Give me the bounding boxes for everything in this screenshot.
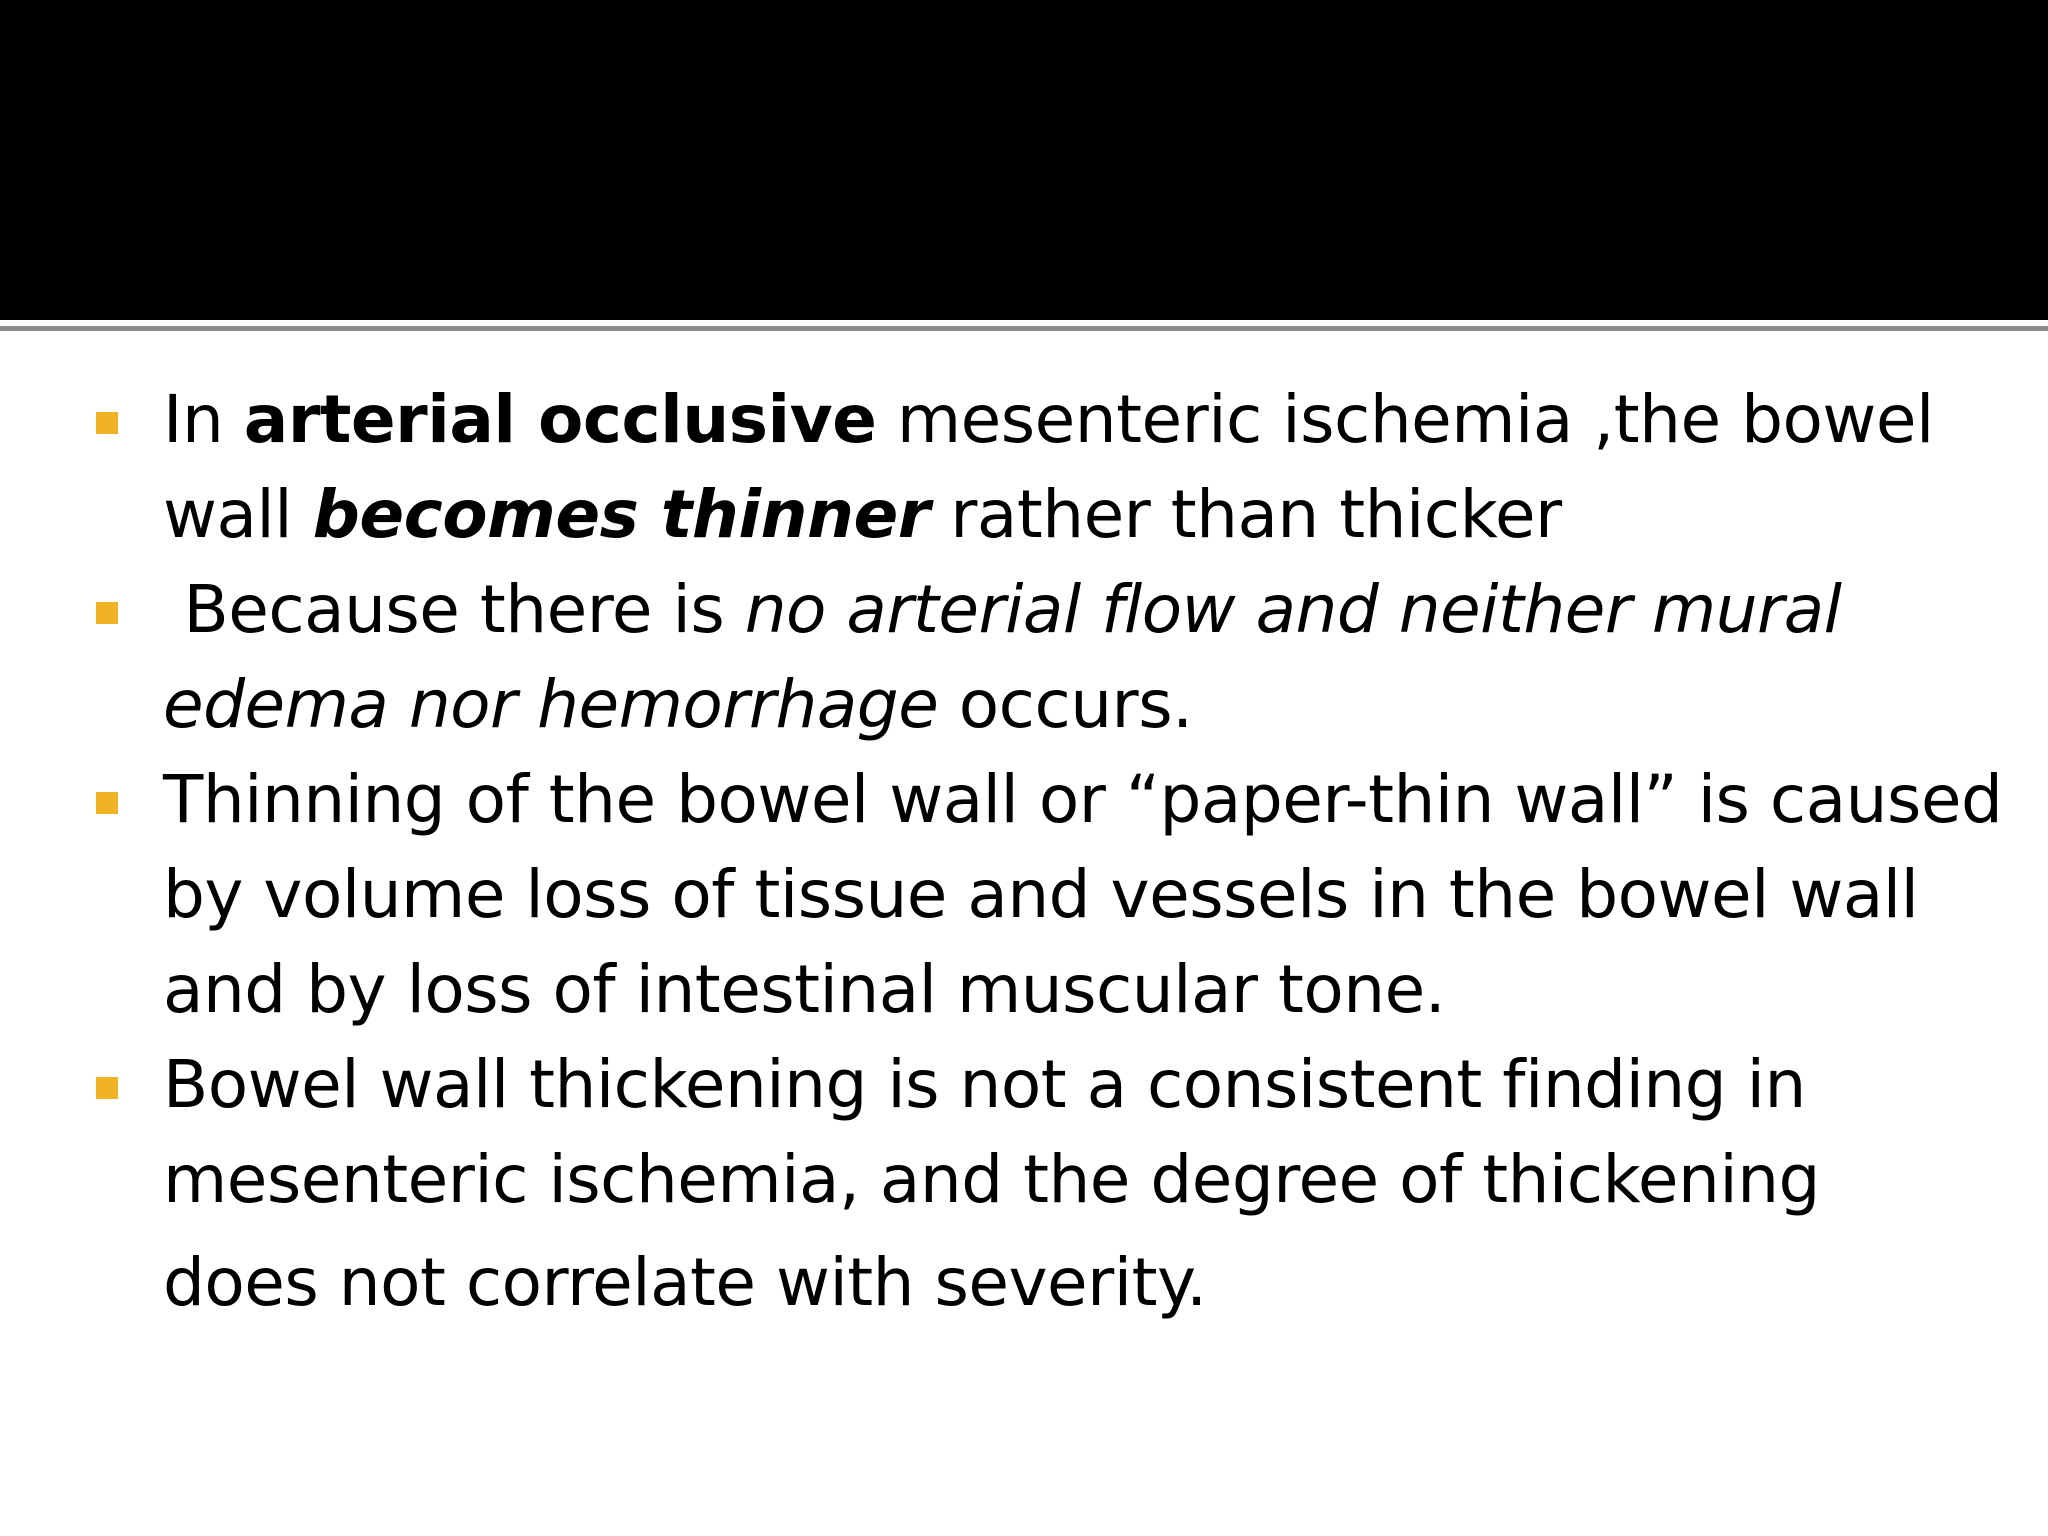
- bullet-2-pre: Because there is: [163, 571, 745, 648]
- bullet-item-1: [0, 372, 2048, 562]
- bullet-3-text: Thinning of the bowel wall or “paper-thin wall” is caused by volume loss of tissue and vessels in the bowel wall and by loss of intestinal muscular tone.: [163, 761, 2003, 1028]
- bullet-1-post: rather than thicker: [929, 476, 1562, 553]
- bullet-item-4: [0, 1037, 2048, 1330]
- title-bar: [0, 0, 2048, 320]
- square-bullet-icon: [96, 412, 118, 434]
- bullet-1-pre: In: [163, 381, 244, 458]
- bullet-1-mid: mesenteric ischemia ,the bowel wall: [163, 381, 1934, 553]
- bullet-2-text: [163, 571, 1841, 743]
- bullet-item-2: [0, 562, 2048, 752]
- square-bullet-icon: [96, 602, 118, 624]
- bullet-item-3: [0, 752, 2048, 1037]
- square-bullet-icon: [96, 792, 118, 814]
- bullet-list: [0, 372, 2048, 1330]
- bullet-1-bold: arterial occlusive: [243, 381, 877, 458]
- bullet-1-bold-italic: becomes thinner: [312, 476, 930, 553]
- bullet-4-text-last: does not correlate with severity.: [163, 1244, 1207, 1321]
- bullet-1-text: [163, 381, 1934, 553]
- bullet-2-post: occurs.: [938, 666, 1193, 743]
- title-rule-line: [0, 326, 2048, 331]
- square-bullet-icon: [96, 1077, 118, 1099]
- bullet-2-italic: no arterial flow and neither mural edema nor hemorrhage: [163, 571, 1842, 743]
- bullet-4-text-main: Bowel wall thickening is not a consistent finding in mesenteric ischemia, and the degree of thickening: [163, 1046, 1820, 1218]
